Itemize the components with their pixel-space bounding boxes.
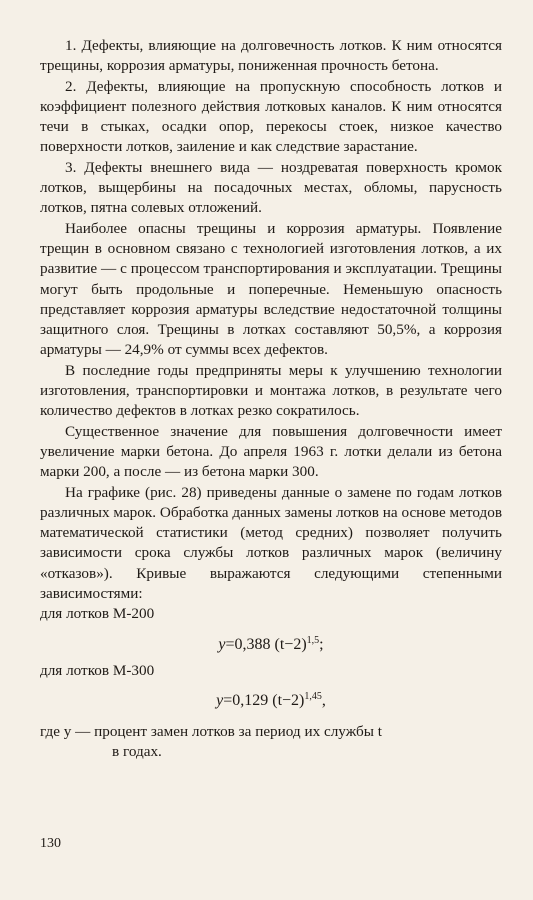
paragraph-defects-durability: 1. Дефекты, влияющие на долговечность лотков. К ним относятся трещины, коррозия арматуры, пониженная прочность бетона. bbox=[40, 37, 502, 75]
formula-exponent: 1,5 bbox=[306, 634, 320, 646]
formula-label-m200: для лотков М-200 bbox=[40, 605, 155, 623]
paragraph-improvements: В последние годы предприняты меры к улучшению технологии изготовления, транспортировки и монтажа лотков, в результате чего количество дефектов в лотках резко сократилось. bbox=[40, 361, 502, 420]
body-text bbox=[40, 36, 502, 762]
page-number: 130 bbox=[40, 836, 61, 851]
formula-lhs: y bbox=[218, 635, 226, 653]
formula-tail: ; bbox=[319, 635, 324, 653]
formula-exponent: 1,45 bbox=[304, 691, 322, 703]
formula-lhs: y bbox=[216, 692, 224, 710]
paragraph-graph-description: На графике (рис. 28) приведены данные о замене по годам лотков различных марок. Обработка данных замены лотков на основе методов математической статистики (метод средних) позволяет получить зависимости срока службы лотков различных марок (величину «отказов»). Кривые выражаются следующими степенными зависимостями: bbox=[40, 483, 502, 603]
variable-definition-line2: в годах. bbox=[112, 742, 162, 760]
paragraph-defects-capacity: 2. Дефекты, влияющие на пропускную способность лотков и коэффициент полезного действия лотковых каналов. К ним относятся течи в стыках, осадки опор, перекосы стоек, низкое качество поверхности лотков, заиление и как следствие зарастание. bbox=[40, 77, 502, 156]
formula-rhs: =0,129 (t−2) bbox=[223, 692, 305, 710]
formula-tail: , bbox=[321, 692, 326, 710]
variable-definition-line1: где y — процент замен лотков за период их службы t bbox=[40, 722, 382, 740]
formula-label-m300: для лотков М-300 bbox=[40, 661, 155, 679]
formula-m300 bbox=[40, 687, 502, 711]
paragraph-cracks-corrosion: Наиболее опасны трещины и коррозия арматуры. Появление трещин в основном связано с технологией изготовления лотков, а их развитие — с процессом транспортирования и эксплуатации. Трещины могут быть продольные и поперечные. Неменьшую опасность представляет коррозия арматуры вследствие недостаточной толщины защитного слоя. Трещины в лотках составляют 50,5%, а коррозия арматуры — 24,9% от суммы всех дефектов. bbox=[40, 219, 502, 359]
paragraph-defects-appearance: 3. Дефекты внешнего вида — ноздреватая поверхность кромок лотков, выщербины на посадочных местах, обломы, парусность лотков, пятна солевых отложений. bbox=[40, 158, 502, 217]
formula-m200 bbox=[40, 631, 502, 655]
paragraph-concrete-grade: Существенное значение для повышения долговечности имеет увеличение марки бетона. До апреля 1963 г. лотки делали из бетона марки 200, а после — из бетона марки 300. bbox=[40, 422, 502, 481]
formula-rhs: =0,388 (t−2) bbox=[225, 635, 307, 653]
variable-definition bbox=[40, 722, 502, 763]
